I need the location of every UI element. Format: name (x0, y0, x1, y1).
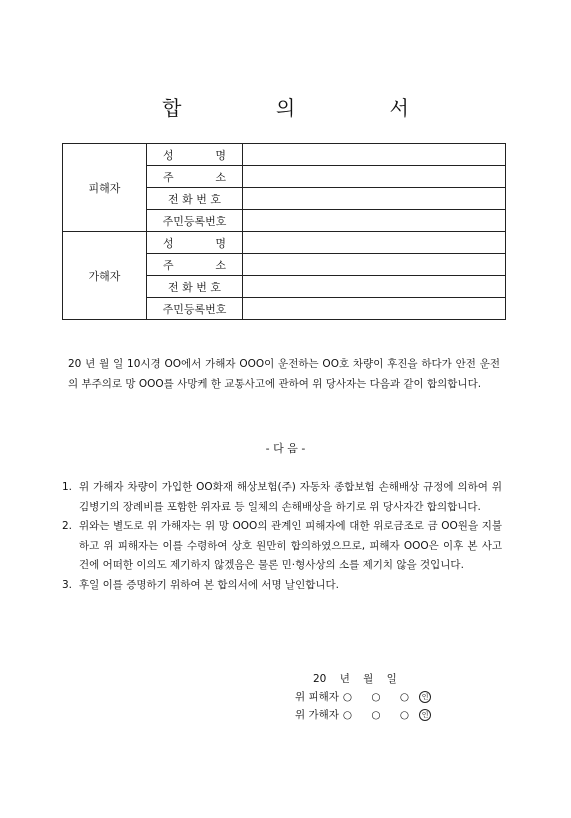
clause-text: 후일 이를 증명하기 위하여 본 합의서에 서명 날인합니다. (79, 578, 339, 591)
table-row (63, 144, 506, 166)
offender-resident-number-field[interactable] (243, 298, 506, 320)
offender-signature-line (295, 706, 495, 724)
clause-number: 2. (62, 520, 73, 532)
victim-resident-number-field[interactable] (243, 210, 506, 232)
victim-address-field[interactable] (243, 166, 506, 188)
offender-phone-field[interactable] (243, 276, 506, 298)
resident-number-label: 주민등록번호 (147, 298, 243, 320)
victim-signature-line (295, 688, 495, 706)
phone-label: 전 화 번 호 (147, 276, 243, 298)
victim-signature-label: 위 피해자 (295, 691, 339, 703)
name-label: 성 명 (147, 144, 243, 166)
seal-icon: 인 (419, 709, 431, 721)
clause-text: 위와는 별도로 위 가해자는 위 망 OOO의 관계인 피해자에 대한 위로금조로 금 OO원을 지불하고 위 피해자는 이를 수령하여 상호 원만히 합의하였으므로, 피해자 OOO은 이후 본 사고 건에 어떠한 이의도 제기하지 않겠음은 물론 민·형사상의 소를 제기치 않을 것입니다. (79, 520, 502, 571)
signature-block (295, 670, 495, 724)
section-heading: - 다 음 - (265, 442, 306, 455)
list-item (62, 576, 502, 596)
resident-number-label: 주민등록번호 (147, 210, 243, 232)
offender-label: 가해자 (63, 232, 147, 320)
address-label: 주 소 (147, 166, 243, 188)
intro-paragraph: 20 년 월 일 10시경 OO에서 가해자 OOO이 운전하는 OO호 차량이 후진을 하다가 안전 운전의 부주의로 망 OOO를 사망케 한 교통사고에 관하여 위 당사자는 다음과 같이 합의합니다. (68, 358, 500, 390)
clause-number: 3. (62, 578, 73, 591)
phone-label: 전 화 번 호 (147, 188, 243, 210)
clause-text: 위 가해자 차량이 가입한 OO화재 해상보험(주) 자동차 종합보험 손해배상 규정에 의하여 위 김병기의 장례비를 포함한 위자료 등 일체의 손해배상을 하기로 위 당사자간 합의합니다. (79, 481, 502, 513)
offender-signature-label: 위 가해자 (295, 709, 339, 721)
document-title: 합 의 서 (162, 96, 453, 120)
seal-icon: 인 (419, 691, 431, 703)
list-item (62, 517, 502, 576)
victim-name-placeholder: ○ ○ ○ (342, 691, 418, 703)
clause-number: 1. (62, 481, 73, 493)
signature-date: 20 년 월 일 (313, 673, 397, 685)
offender-name-placeholder: ○ ○ ○ (342, 709, 418, 721)
address-label: 주 소 (147, 254, 243, 276)
offender-name-field[interactable] (243, 232, 506, 254)
victim-name-field[interactable] (243, 144, 506, 166)
clause-list (62, 478, 502, 595)
table-row (63, 232, 506, 254)
victim-phone-field[interactable] (243, 188, 506, 210)
victim-label: 피해자 (63, 144, 147, 232)
offender-address-field[interactable] (243, 254, 506, 276)
name-label: 성 명 (147, 232, 243, 254)
parties-table (62, 143, 506, 320)
list-item (62, 478, 502, 517)
